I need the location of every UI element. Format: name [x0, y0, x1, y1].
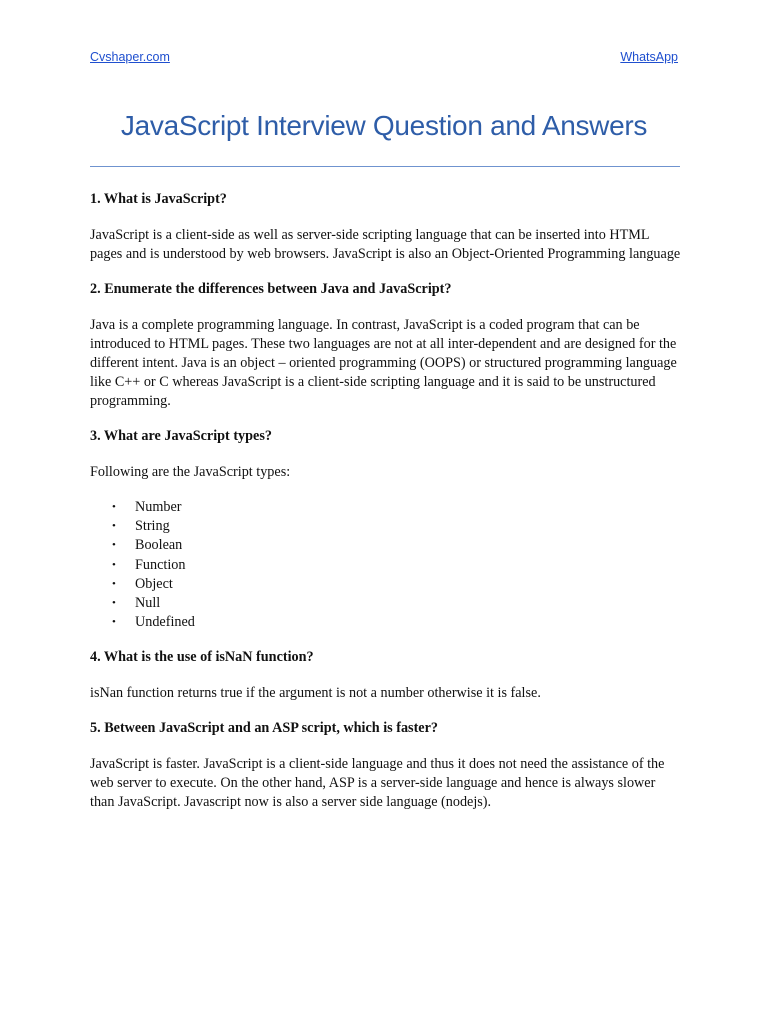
list-item [90, 556, 682, 575]
list-item [90, 498, 682, 517]
list-item [90, 536, 682, 555]
list-item [90, 517, 682, 536]
question-5: 5. Between JavaScript and an ASP script, which is faster? [90, 720, 438, 737]
document-body [90, 190, 682, 828]
list-item-text: String [135, 518, 170, 535]
question-4: 4. What is the use of isNaN function? [90, 649, 314, 666]
list-item-text: Number [135, 499, 182, 515]
bullet-icon: • [112, 577, 116, 590]
javascript-types-list [90, 498, 682, 632]
question-2: 2. Enumerate the differences between Java and JavaScript? [90, 281, 452, 297]
list-item [90, 613, 682, 632]
list-item-text: Null [135, 595, 161, 612]
answer-3: Following are the JavaScript types: [90, 464, 291, 480]
answer-4: isNan function returns true if the argument is not a number otherwise it is false. [90, 685, 541, 702]
page-title: JavaScript Interview Question and Answers [120, 110, 648, 141]
list-item-text: Undefined [135, 614, 195, 631]
title-divider [90, 166, 680, 167]
bullet-icon: • [112, 520, 116, 533]
answer-1: JavaScript is a client-side as well as server-side scripting language that can be inserted into HTML pages and is understood by web browsers. JavaScript is also an Object-Oriented Programming language [90, 227, 681, 262]
header-links [90, 50, 678, 68]
bullet-icon: • [112, 501, 116, 513]
bullet-icon: • [112, 558, 116, 571]
bullet-icon: • [112, 597, 116, 610]
list-item-text: Boolean [135, 537, 183, 554]
answer-2: Java is a complete programming language. In contrast, JavaScript is a coded program that can be introduced to HTML pages. These two languages are not at all inter-dependent and are designed for the different intent. Java is an object – oriented programming (OOPS) or structured programming language like C++ or C whereas JavaScript is a client-side scripting language and it is said to be unstructured programming. [90, 317, 677, 409]
question-1: 1. What is JavaScript? [90, 191, 227, 207]
list-item-text: Function [135, 556, 186, 573]
cvshaper-link[interactable]: Cvshaper.com [90, 50, 170, 64]
bullet-icon: • [112, 539, 116, 552]
answer-5: JavaScript is faster. JavaScript is a client-side language and thus it does not need the assistance of the web server to execute. On the other hand, ASP is a server-side language and hence is always slower than JavaScript. Javascript now is also a server side language (nodejs). [90, 756, 665, 811]
whatsapp-link[interactable]: WhatsApp [620, 50, 678, 64]
list-item [90, 594, 682, 613]
list-item [90, 575, 682, 594]
question-3: 3. What are JavaScript types? [90, 428, 272, 444]
list-item-text: Object [135, 575, 173, 592]
bullet-icon: • [112, 616, 116, 629]
